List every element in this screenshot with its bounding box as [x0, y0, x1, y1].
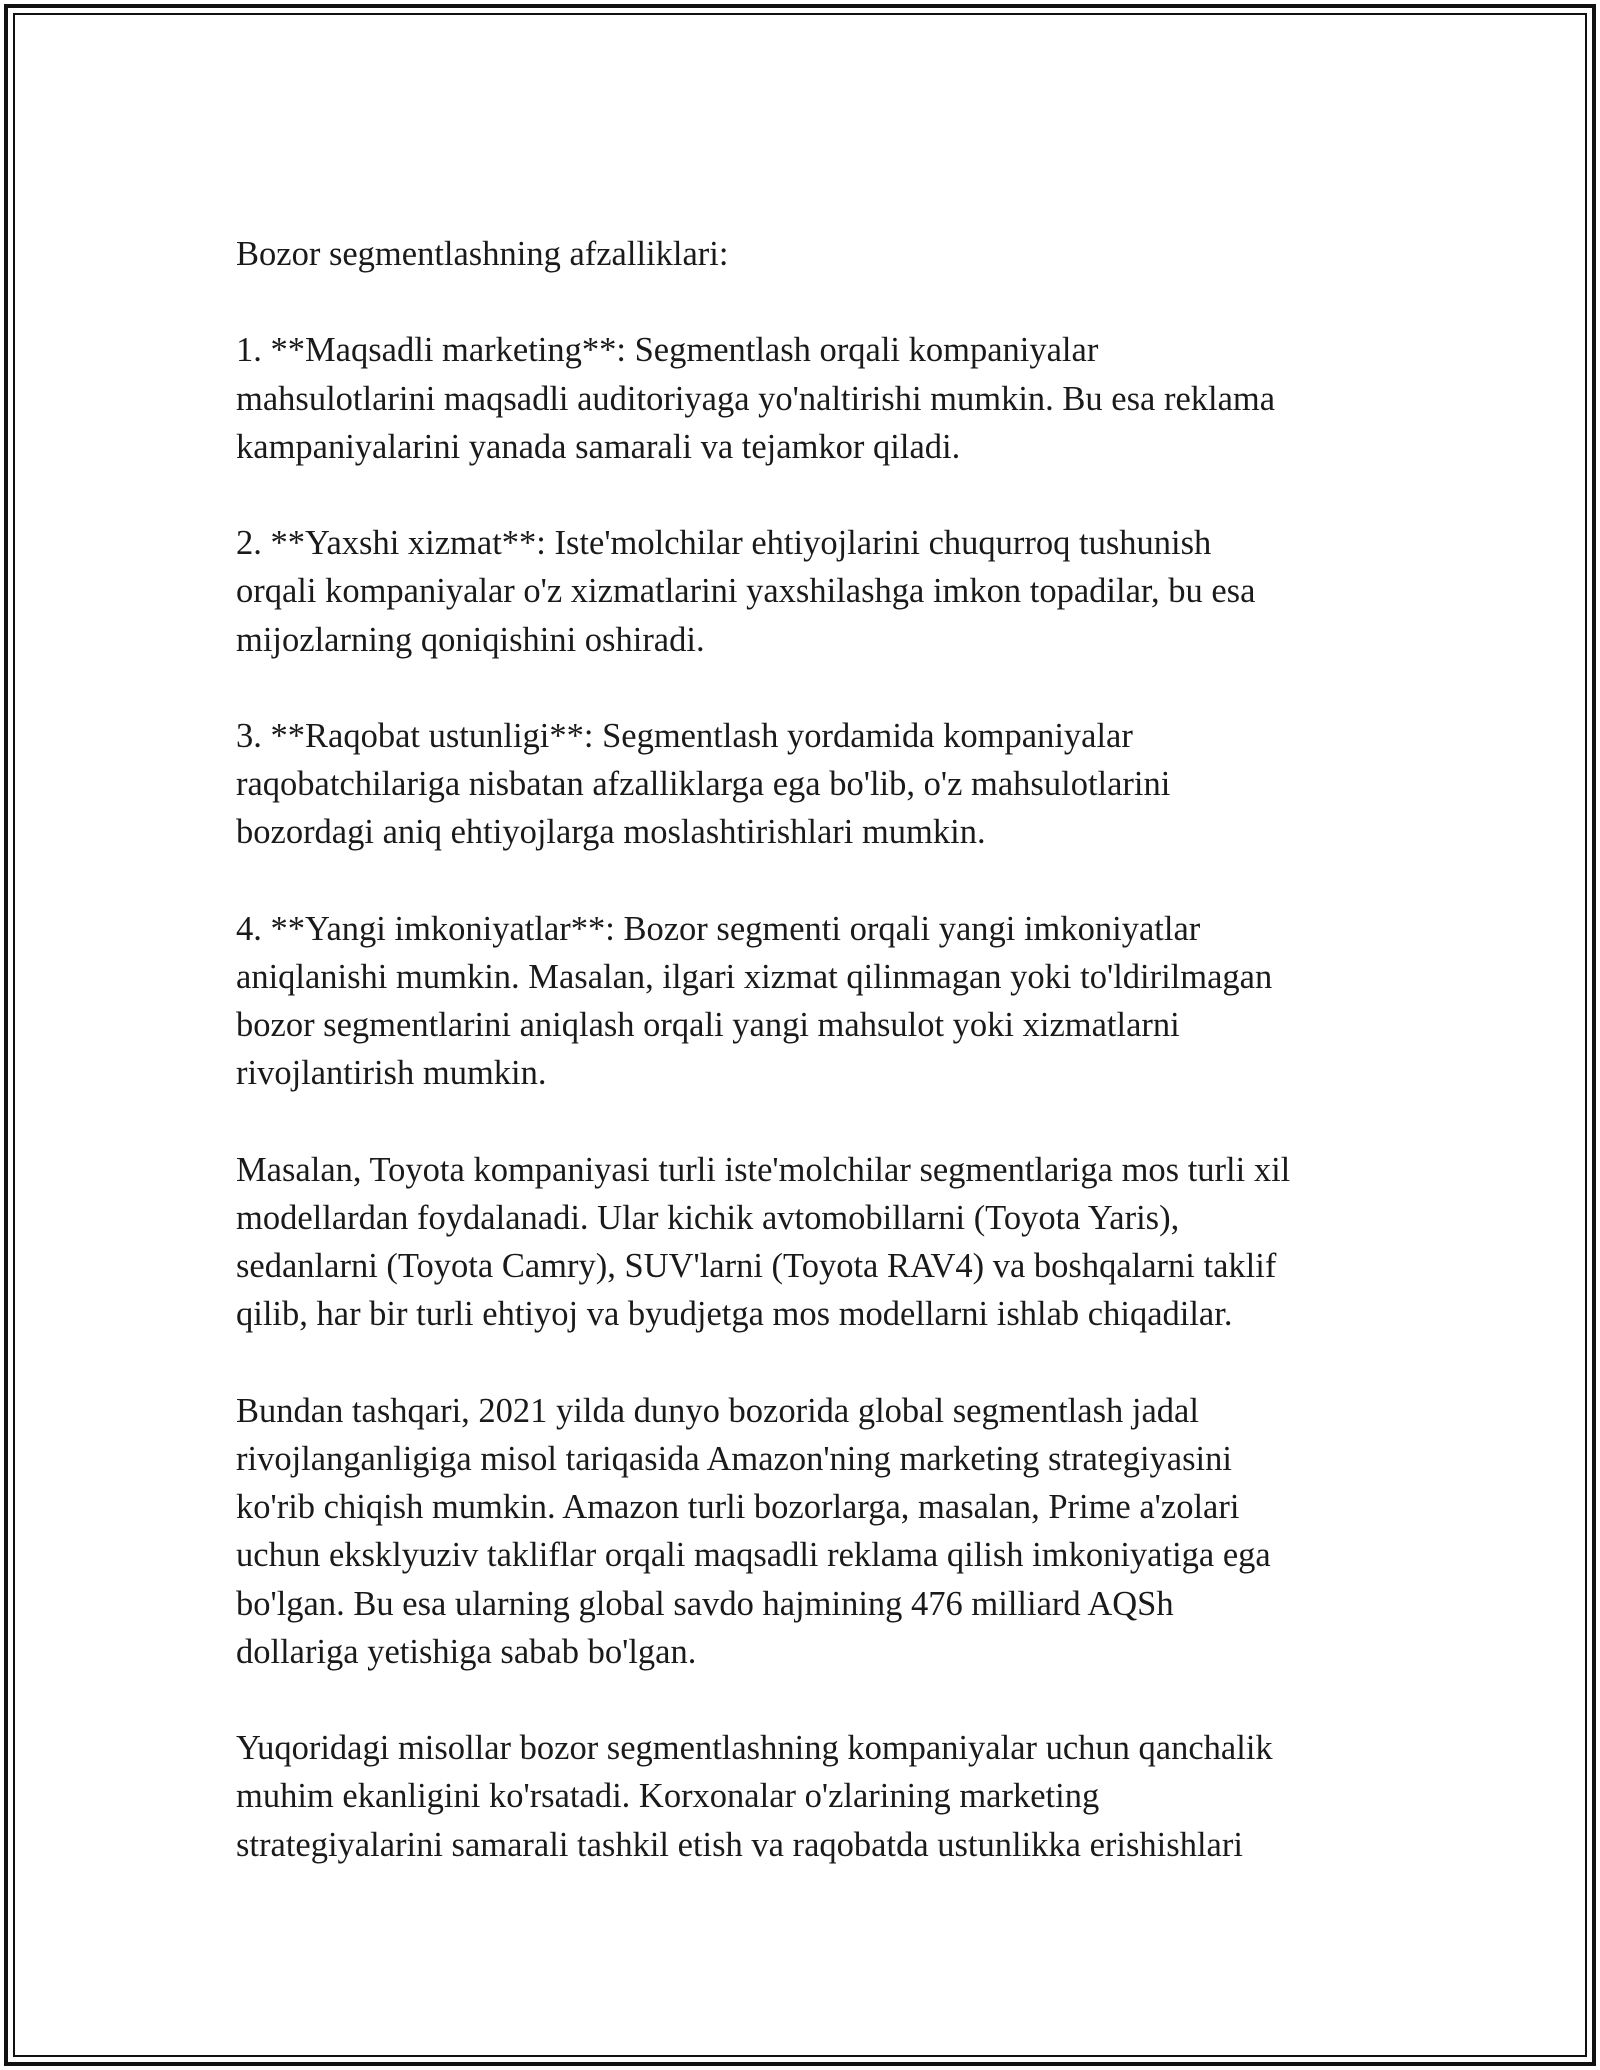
list-item-good-service: 2. **Yaxshi xizmat**: Iste'molchilar ehtiyojlarini chuqurroq tushunish orqali kompaniyalar o'z xizmatlarini yaxshilashga imkon topadilar, bu esa mijozlarning qoniqishini oshiradi. [236, 524, 1256, 659]
list-item-new-opportunities: 4. **Yangi imkoniyatlar**: Bozor segmenti orqali yangi imkoniyatlar aniqlanishi mumkin. Masalan, ilgari xizmat qilinmagan yoki to'ldirilmagan bozor segmentlarini aniqlash orqali yangi mahsulot yoki xizmatlarni rivojlantirish mumkin. [236, 909, 1273, 1093]
paragraph-toyota-example: Masalan, Toyota kompaniyasi turli iste'molchilar segmentlariga mos turli xil modellardan foydalanadi. Ular kichik avtomobillarni (Toyota Yaris), sedanlarni (Toyota Camry), SUV'larni (Toyota RAV4) va boshqalarni taklif qilib, har bir turli ehtiyoj va byudjetga mos modellarni ishlab chiqadilar. [236, 1150, 1291, 1334]
paragraph-conclusion: Yuqoridagi misollar bozor segmentlashning kompaniyalar uchun qanchalik muhim ekanligini ko'rsatadi. Korxonalar o'zlarining marketing strategiyalarini samarali tashkil etish va raqobatda ustunlikka erishishlari [236, 1729, 1273, 1864]
paragraph-amazon-example: Bundan tashqari, 2021 yilda dunyo bozorida global segmentlash jadal rivojlanganligiga misol tariqasida Amazon'ning marketing strategiyasini ko'rib chiqish mumkin. Amazon turli bozorlarga, masalan, Prime a'zolari uchun eksklyuziv takliflar orqali maqsadli reklama qilish imkoniyatiga ega bo'lgan. Bu esa ularning global savdo hajmining 476 milliard AQSh dollariga yetishiga sabab bo'lgan. [236, 1391, 1271, 1671]
document-body [236, 230, 1386, 1917]
document-heading: Bozor segmentlashning afzalliklari: [236, 235, 729, 273]
list-item-targeted-marketing: 1. **Maqsadli marketing**: Segmentlash orqali kompaniyalar mahsulotlarini maqsadli auditoriyaga yo'naltirishi mumkin. Bu esa reklama kampaniyalarini yanada samarali va tejamkor qiladi. [236, 331, 1276, 466]
list-item-competitive-advantage: 3. **Raqobat ustunligi**: Segmentlash yordamida kompaniyalar raqobatchilariga nisbatan afzalliklarga ega bo'lib, o'z mahsulotlarini bozordagi aniq ehtiyojlarga moslashtirishlari mumkin. [236, 716, 1171, 852]
